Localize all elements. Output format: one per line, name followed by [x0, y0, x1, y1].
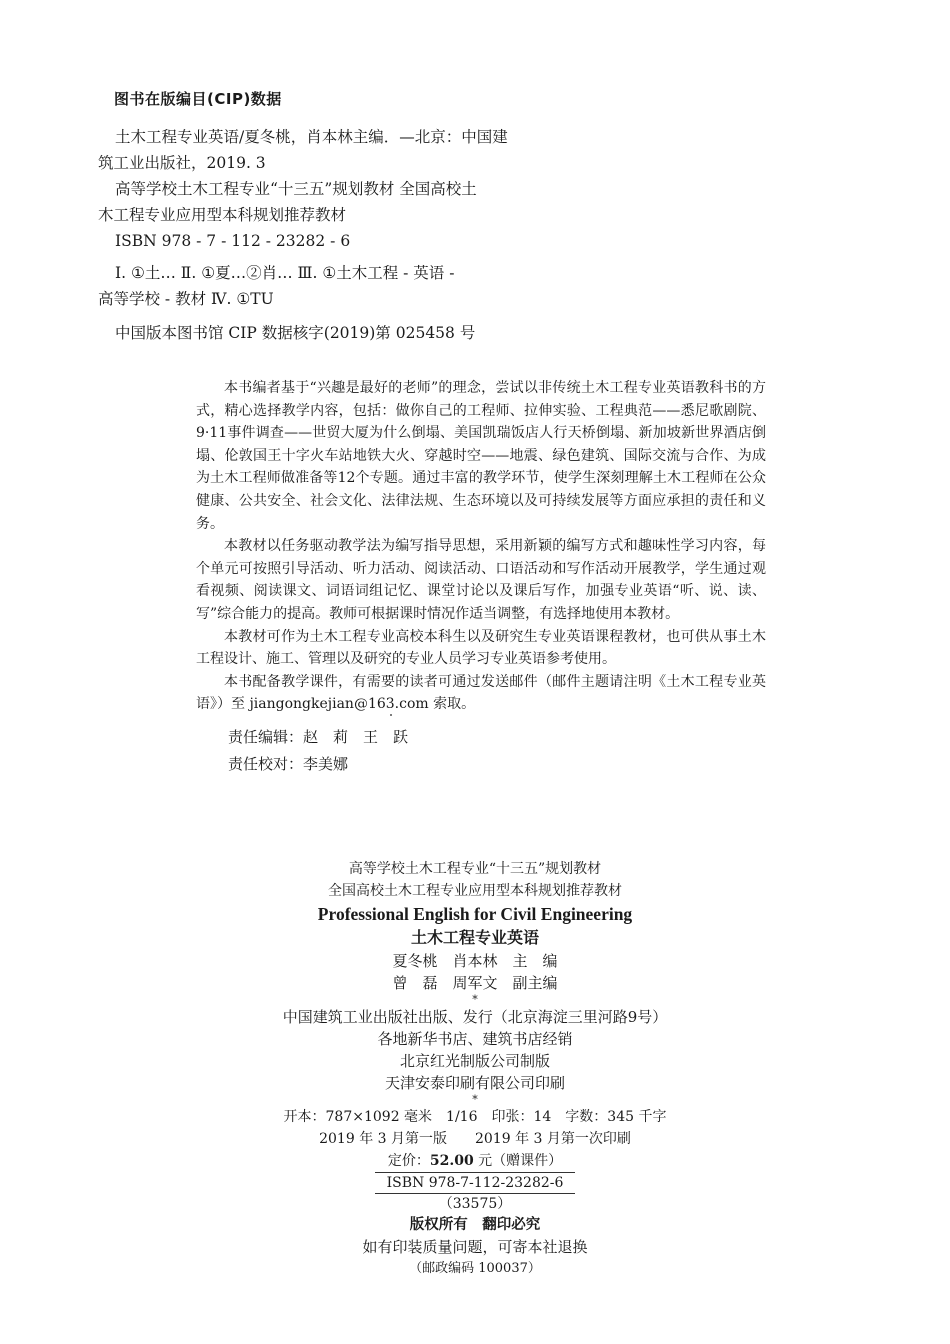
deputy-editors: 曾 磊 周军文 副主编 [392, 974, 558, 992]
responsible-editors [228, 724, 408, 778]
cip-line-3: 高等学校土木工程专业“十三五”规划教材 全国高校土 [115, 180, 477, 198]
scan-speck [390, 714, 392, 716]
cip-line-4: 木工程专业应用型本科规划推荐教材 [98, 206, 347, 224]
price-value: 52.00 [429, 1153, 474, 1169]
typesetter-line: 北京红光制版公司制版 [399, 1052, 550, 1070]
separator-star: * [472, 1093, 478, 1106]
series-line-2: 全国高校土木工程专业应用型本科规划推荐教材 [328, 883, 622, 899]
publisher-line: 中国建筑工业出版社出版、发行（北京海淀三里河路9号） [282, 1008, 668, 1026]
book-abstract [196, 377, 766, 716]
title-chinese: 土木工程专业英语 [410, 928, 539, 947]
chief-editors: 夏冬桃 肖本林 主 编 [392, 952, 558, 970]
series-line-1: 高等学校土木工程专业“十三五”规划教材 [348, 861, 602, 877]
editor-label: 责任编辑： [228, 728, 304, 746]
format-specs: 开本：787×1092 毫米 1/16 印张：14 字数：345 千字 [283, 1109, 667, 1125]
isbn-row [0, 1172, 950, 1194]
isbn-number: ISBN 978-7-112-23282-6 [375, 1172, 576, 1194]
printer-line: 天津安泰印刷有限公司印刷 [384, 1074, 565, 1092]
cip-line-2: 筑工业出版社，2019. 3 [98, 154, 266, 172]
price-suffix: 元（赠课件） [473, 1153, 563, 1169]
cip-record [98, 124, 568, 346]
return-notice: 如有印装质量问题，可寄本社退换 [362, 1238, 588, 1256]
cip-data-number: 中国版本图书馆 CIP 数据核字(2019)第 025458 号 [115, 324, 476, 342]
distributor-line: 各地新华书店、建筑书店经销 [377, 1030, 573, 1048]
cip-line-1: 土木工程专业英语/夏冬桃，肖本林主编．—北京：中国建 [115, 128, 508, 146]
editor-row [228, 724, 408, 751]
cip-isbn: ISBN 978 - 7 - 112 - 23282 - 6 [115, 232, 351, 250]
proofreader-names: 李美娜 [303, 755, 349, 773]
abstract-paragraph: 本书编者基于“兴趣是最好的老师”的理念，尝试以非传统土木工程专业英语教科书的方式，精心选择教学内容，包括：做你自己的工程师、拉伸实验、工程典范——悉尼歌剧院、9·11事件调查——世贸大厦为什么倒塌、美国凯瑞饭店人行天桥倒塌、新加坡新世界酒店倒塌、伦敦国王十字火车站地铁大火、穿越时空——地震、绿色建筑、国际交流与合作、为成为土木工程师做准备等12个专题。通过丰富的教学环节，使学生深刻理解土木工程师在公众健康、公共安全、社会文化、法律法规、生态环境以及可持续发展等方面应承担的责任和义务。 [196, 380, 766, 532]
proofreader-label: 责任校对： [228, 755, 304, 773]
copyright-notice: 版权所有 翻印必究 [409, 1217, 541, 1233]
price-label: 定价： [387, 1153, 430, 1169]
proofreader-row [228, 751, 408, 778]
edition-line: 2019 年 3 月第一版 2019 年 3 月第一次印刷 [319, 1131, 631, 1147]
price-line [0, 1150, 950, 1172]
abstract-paragraph: 本书配备教学课件，有需要的读者可通过发送邮件（邮件主题请注明《土木工程专业英语》）至 jiangongkejian@163.com 索取。 [196, 673, 766, 713]
colophon [0, 858, 950, 1280]
cip-classification-2: 高等学校 - 教材 Ⅳ. ①TU [98, 290, 274, 308]
book-code: （33575） [438, 1196, 512, 1212]
title-english: Professional English for Civil Engineering [317, 904, 633, 924]
abstract-paragraph: 本教材可作为土木工程专业高校本科生以及研究生专业英语课程教材，也可供从事土木工程设计、施工、管理以及研究的专业人员学习专业英语参考使用。 [196, 628, 766, 668]
cip-heading: 图书在版编目(CIP)数据 [114, 90, 282, 108]
editor-names: 赵 莉 王 跃 [303, 728, 409, 746]
separator-star: * [472, 993, 478, 1006]
abstract-paragraph: 本教材以任务驱动教学法为编写指导思想，采用新颖的编写方式和趣味性学习内容，每个单元可按照引导活动、听力活动、阅读活动、口语活动和写作活动开展教学，学生通过观看视频、阅读课文、词语词组记忆、课堂讨论以及课后写作，加强专业英语“听、说、读、写”综合能力的提高。教师可根据课时情况作适当调整，有选择地使用本教材。 [196, 538, 766, 622]
cip-classification-1: Ⅰ. ①土… Ⅱ. ①夏…②肖… Ⅲ. ①土木工程 - 英语 - [115, 264, 455, 282]
postal-code: （邮政编码 100037） [409, 1261, 541, 1276]
